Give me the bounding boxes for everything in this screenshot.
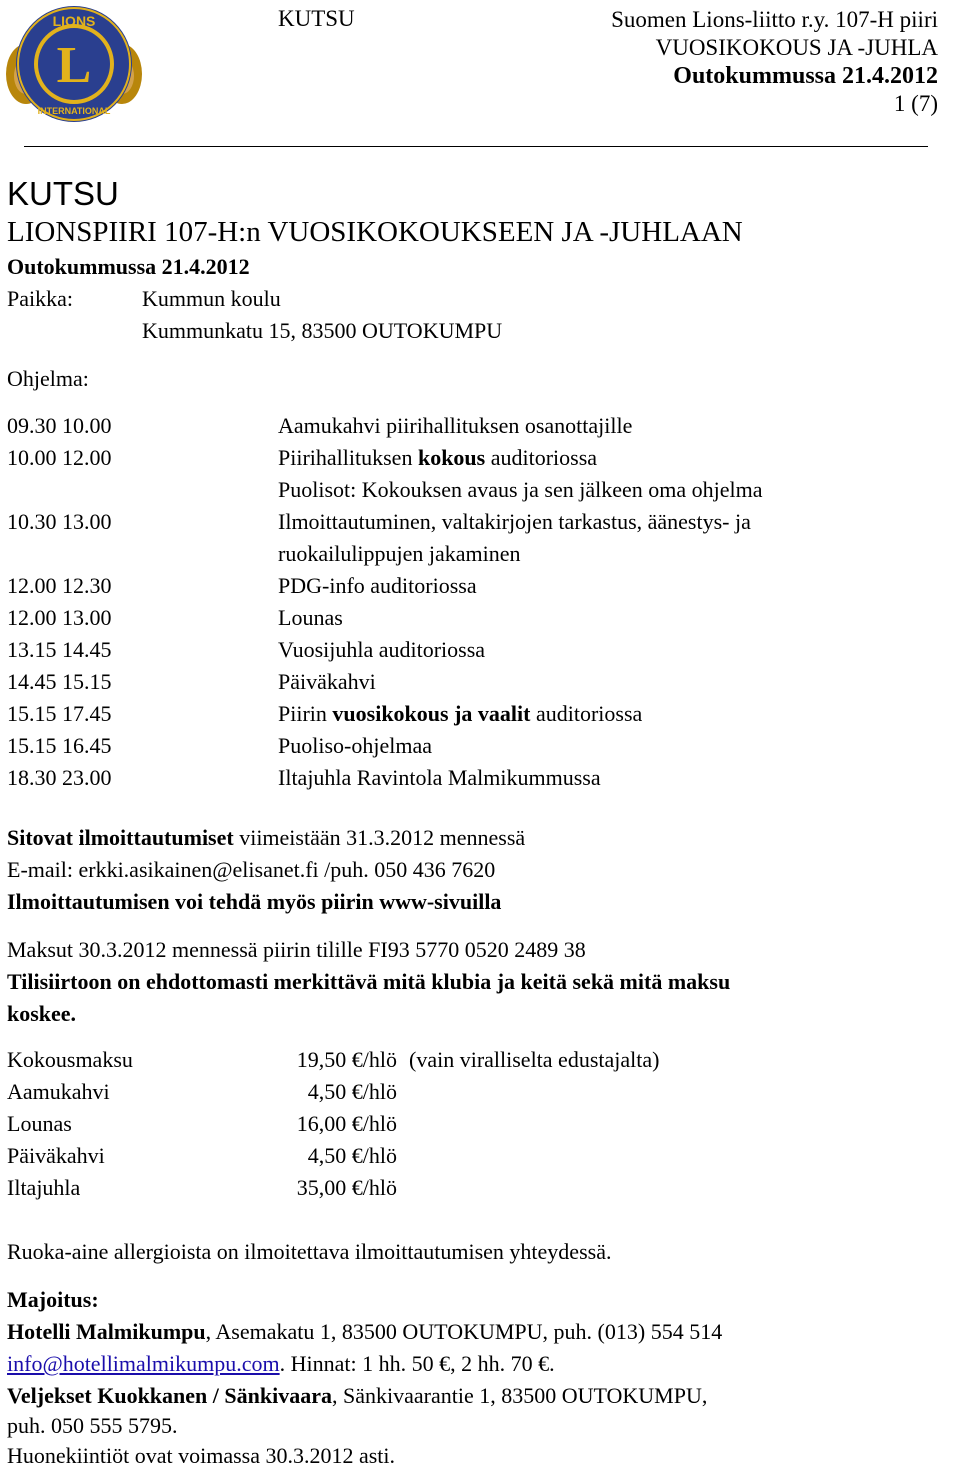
fee-name: Aamukahvi	[7, 1079, 110, 1104]
header-event: VUOSIKOKOUS JA -JUHLA	[655, 35, 938, 60]
header-org: Suomen Lions-liitto r.y. 107-H piiri	[611, 7, 938, 32]
title-main: LIONSPIIRI 107-H:n VUOSIKOKOUKSEEN JA -JUHLAAN	[7, 216, 743, 248]
schedule-desc: Piirihallituksen kokous auditoriossa	[278, 445, 598, 470]
fee-price: 35,00 €/hlö	[296, 1175, 397, 1200]
hotel1-email-link[interactable]: info@hotellimalmikumpu.com	[7, 1351, 280, 1376]
fee-row	[7, 1172, 957, 1204]
schedule-time: 12.00 13.00	[7, 605, 112, 630]
svg-text:LIONS: LIONS	[52, 13, 96, 29]
schedule-row	[7, 762, 957, 794]
schedule-desc: Puoliso-ohjelmaa	[278, 733, 432, 758]
schedule-row	[7, 570, 957, 602]
registration-deadline: Sitovat ilmoittautumiset viimeistään 31.3.2012 mennessä	[7, 825, 526, 850]
payment-notice-line1: Tilisiirtoon on ehdottomasti merkittävä mitä klubia ja keitä sekä mitä maksu	[7, 969, 731, 994]
schedule-time: 13.15 14.45	[7, 637, 112, 662]
registration-contact: E-mail: erkki.asikainen@elisanet.fi /puh. 050 436 7620	[7, 857, 496, 882]
schedule-row	[7, 634, 957, 666]
registration-web-note: Ilmoittautumisen voi tehdä myös piirin www-sivuilla	[7, 889, 502, 914]
venue-label: Paikka:	[7, 286, 73, 311]
svg-text:INTERNATIONAL: INTERNATIONAL	[37, 106, 111, 116]
schedule-row	[7, 410, 957, 442]
schedule-desc: Iltajuhla Ravintola Malmikummussa	[278, 765, 601, 790]
schedule-time: 15.15 16.45	[7, 733, 112, 758]
schedule-row	[7, 666, 957, 698]
schedule-desc: Lounas	[278, 605, 343, 630]
hotel2-line: Veljekset Kuokkanen / Sänkivaara, Sänkivaarantie 1, 83500 OUTOKUMPU,	[7, 1383, 708, 1408]
fee-price: 4,50 €/hlö	[307, 1079, 397, 1104]
venue-address: Kummunkatu 15, 83500 OUTOKUMPU	[142, 318, 503, 343]
hotel2-phone: puh. 050 555 5795.	[7, 1413, 178, 1438]
schedule-desc: ruokailulippujen jakaminen	[278, 541, 521, 566]
header-kutsu: KUTSU	[278, 6, 355, 31]
schedule-time: 12.00 12.30	[7, 573, 112, 598]
fee-name: Iltajuhla	[7, 1175, 81, 1200]
title-kutsu: KUTSU	[7, 175, 119, 212]
schedule-time: 18.30 23.00	[7, 765, 112, 790]
header-place-date: Outokummussa 21.4.2012	[673, 63, 938, 89]
fee-name: Kokousmaksu	[7, 1047, 133, 1072]
fee-row	[7, 1108, 957, 1140]
allergy-note: Ruoka-aine allergioista on ilmoitettava ilmoittautumisen yhteydessä.	[7, 1239, 612, 1264]
payment-notice-line2: koskee.	[7, 1001, 77, 1026]
title-place-date: Outokummussa 21.4.2012	[7, 254, 250, 279]
schedule-row	[7, 506, 957, 538]
venue-name: Kummun koulu	[142, 286, 281, 311]
schedule-row	[7, 730, 957, 762]
svg-text:L: L	[56, 37, 92, 94]
schedule-desc: Vuosijuhla auditoriossa	[278, 637, 486, 662]
fee-row	[7, 1044, 957, 1076]
schedule-row	[7, 474, 957, 506]
lions-logo	[4, 2, 144, 130]
schedule-desc: Ilmoittautuminen, valtakirjojen tarkastus, äänestys- ja	[278, 509, 751, 534]
header-info	[611, 6, 938, 118]
fee-row	[7, 1076, 957, 1108]
fees-table	[7, 1044, 957, 1204]
fee-price: 4,50 €/hlö	[307, 1143, 397, 1168]
schedule-desc: PDG-info auditoriossa	[278, 573, 477, 598]
lions-emblem-icon	[4, 2, 144, 130]
hotel1-contact: info@hotellimalmikumpu.com. Hinnat: 1 hh. 50 €, 2 hh. 70 €.	[7, 1351, 555, 1376]
schedule-time: 14.45 15.15	[7, 669, 112, 694]
hotel1-line: Hotelli Malmikumpu, Asemakatu 1, 83500 OUTOKUMPU, puh. (013) 554 514	[7, 1319, 723, 1344]
schedule-row	[7, 602, 957, 634]
schedule-list	[7, 410, 957, 794]
payment-account: Maksut 30.3.2012 mennessä piirin tilille FI93 5770 0520 2489 38	[7, 937, 586, 962]
fee-note: (vain viralliselta edustajalta)	[409, 1047, 660, 1072]
fee-price: 19,50 €/hlö	[296, 1047, 397, 1072]
schedule-time: 15.15 17.45	[7, 701, 112, 726]
schedule-row	[7, 442, 957, 474]
program-label: Ohjelma:	[7, 366, 89, 391]
fee-name: Lounas	[7, 1111, 72, 1136]
schedule-desc: Puolisot: Kokouksen avaus ja sen jälkeen oma ohjelma	[278, 477, 763, 502]
schedule-row	[7, 538, 957, 570]
fee-name: Päiväkahvi	[7, 1143, 105, 1168]
lodging-label: Majoitus:	[7, 1287, 99, 1312]
schedule-time: 09.30 10.00	[7, 413, 112, 438]
schedule-row	[7, 698, 957, 730]
schedule-time: 10.30 13.00	[7, 509, 112, 534]
schedule-desc: Päiväkahvi	[278, 669, 376, 694]
schedule-desc: Piirin vuosikokous ja vaalit auditoriossa	[278, 701, 643, 726]
fee-price: 16,00 €/hlö	[296, 1111, 397, 1136]
fee-row	[7, 1140, 957, 1172]
schedule-time: 10.00 12.00	[7, 445, 112, 470]
schedule-desc: Aamukahvi piirihallituksen osanottajille	[278, 413, 633, 438]
quota-note: Huonekiintiöt ovat voimassa 30.3.2012 asti.	[7, 1443, 396, 1468]
header-page-number: 1 (7)	[893, 91, 938, 116]
header-divider	[24, 146, 928, 147]
